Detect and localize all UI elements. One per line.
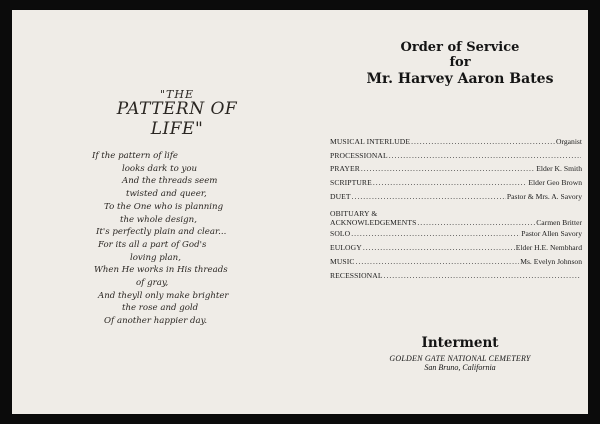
poem-line: To the One who is planning [104, 201, 224, 212]
interment-block [350, 335, 570, 372]
poem-title [112, 88, 242, 139]
program-item-label: MUSICAL INTERLUDE [330, 137, 411, 146]
poem-line: twisted and queer, [126, 189, 207, 200]
program-row [330, 271, 582, 285]
program-card [12, 10, 588, 414]
program-row [330, 178, 582, 192]
program-row [330, 151, 582, 165]
program-row [330, 205, 582, 229]
poem-line: For its all a part of God's [98, 239, 207, 250]
program-row [330, 243, 582, 257]
program-item-value: Organist [555, 137, 582, 146]
program-item-label [330, 209, 416, 227]
heading-line1: Order of Service [400, 40, 520, 55]
program-item-value: Ms. Evelyn Johnson [520, 256, 582, 266]
poem-line: loving plan, [130, 252, 181, 263]
poem-line: Of another happier day. [104, 316, 208, 327]
program-item-label: PROCESSIONAL [330, 150, 388, 160]
program-row [330, 257, 582, 271]
program-item-label: PRAYER [330, 164, 360, 174]
program-row [330, 137, 582, 151]
program-item-label: SCRIPTURE [330, 178, 372, 188]
poem-title-line1: "THE [159, 88, 195, 101]
poem-line: the whole design, [120, 214, 197, 225]
program-item-value: Pastor & Mrs. A. Savory [506, 191, 582, 201]
dot-leader [417, 218, 535, 227]
program-item-value: Elder H.E. Nembhard [515, 243, 582, 253]
dot-leader [356, 257, 520, 266]
program-list [330, 137, 582, 284]
poem-line: looks dark to you [122, 163, 198, 174]
poem-line: And the threads seem [122, 176, 218, 187]
poem-line: It's perfectly plain and clear... [96, 227, 227, 238]
dot-leader [389, 151, 581, 160]
program-row [330, 164, 582, 178]
program-item-label: SOLO [330, 229, 351, 239]
program-item-label-line2: ACKNOWLEDGEMENTS [330, 218, 417, 228]
poem-line: If the pattern of life [92, 151, 178, 161]
dot-leader [352, 192, 506, 201]
program-item-value: Elder K. Smith [536, 164, 582, 174]
program-item-label: DUET [330, 191, 351, 201]
poem-line: the rose and gold [122, 303, 199, 314]
dot-leader [351, 229, 520, 238]
cemetery-city: San Bruno, California [424, 363, 496, 372]
dot-leader [361, 164, 535, 173]
poem-text [92, 150, 242, 328]
poem-title-line2: PATTERN OF LIFE" [116, 99, 238, 139]
interment-title: Interment [421, 335, 499, 351]
heading-line2: for [449, 55, 471, 70]
heading-line3: Mr. Harvey Aaron Bates [366, 71, 554, 87]
dot-leader [363, 243, 515, 252]
cemetery-name: GOLDEN GATE NATIONAL CEMETERY [389, 354, 531, 363]
dot-leader [384, 271, 581, 280]
poem-line: of gray, [136, 278, 169, 289]
program-item-value: Elder Geo Brown [528, 178, 582, 188]
program-item-value: Carmen Britter [536, 218, 582, 228]
program-row [330, 229, 582, 243]
poem-line: And theyll only make brighter [98, 290, 229, 301]
dot-leader [411, 137, 555, 146]
service-heading [350, 40, 570, 88]
program-item-label: EULOGY [330, 243, 362, 253]
program-item-label: RECESSIONAL [330, 270, 383, 280]
poem-line: When He works in His threads [94, 265, 228, 276]
program-item-label-line1: OBITUARY & [330, 209, 378, 219]
program-item-label: MUSIC [330, 256, 355, 266]
program-row [330, 192, 582, 206]
dot-leader [373, 178, 528, 187]
program-item-value: Pastor Allen Savory [521, 229, 582, 239]
